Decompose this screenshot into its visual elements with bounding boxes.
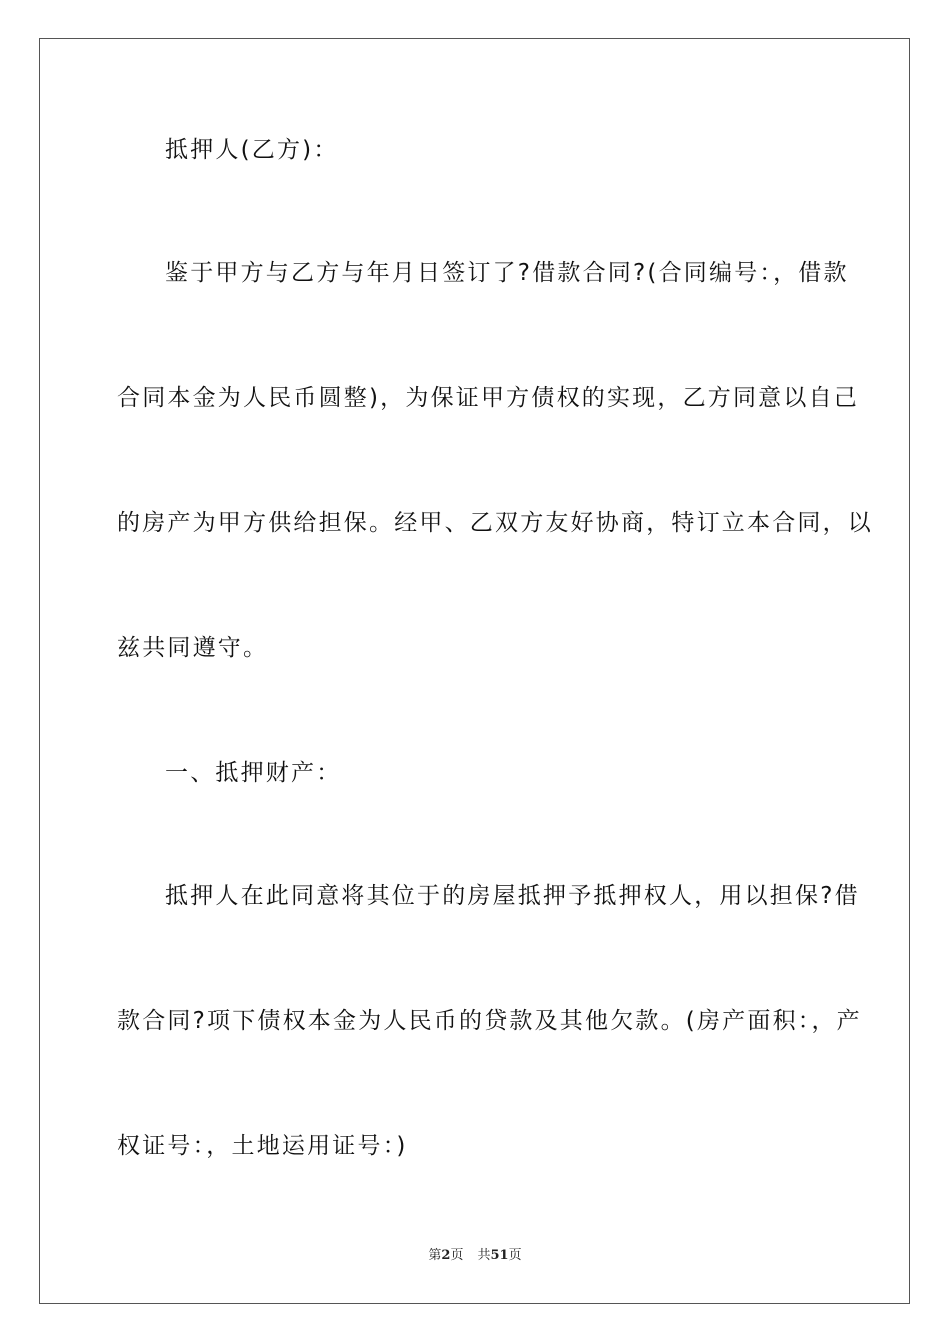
text-line: 抵押人(乙方)： <box>165 137 339 163</box>
text-line: 的房产为甲方供给担保。经甲、乙双方友好协商，特订立本合同，以 <box>117 510 873 536</box>
total-pages-prefix: 共 <box>477 1248 491 1263</box>
text-line: 鉴于甲方与乙方与年月日签订了?借款合同?(合同编号：，借款 <box>165 260 849 286</box>
text-line: 款合同?项下债权本金为人民币的贷款及其他欠款。(房产面积：，产 <box>117 1008 862 1034</box>
text-line: 兹共同遵守。 <box>117 635 269 661</box>
page-number-prefix: 第 <box>428 1248 442 1263</box>
text-line: 权证号：，土地运用证号：) <box>117 1133 408 1159</box>
text-line: 抵押人在此同意将其位于的房屋抵押予抵押权人，用以担保?借 <box>165 883 860 909</box>
section-heading: 一、抵押财产： <box>165 760 342 786</box>
total-pages: 51 <box>490 1248 509 1263</box>
page-number: 2 <box>441 1248 451 1263</box>
page-border <box>39 38 910 1304</box>
total-pages-suffix: 页 <box>508 1248 522 1263</box>
page-footer <box>0 1248 950 1264</box>
page-number-suffix: 页 <box>450 1248 464 1263</box>
text-line: 合同本金为人民币圆整)，为保证甲方债权的实现，乙方同意以自己 <box>117 385 859 411</box>
